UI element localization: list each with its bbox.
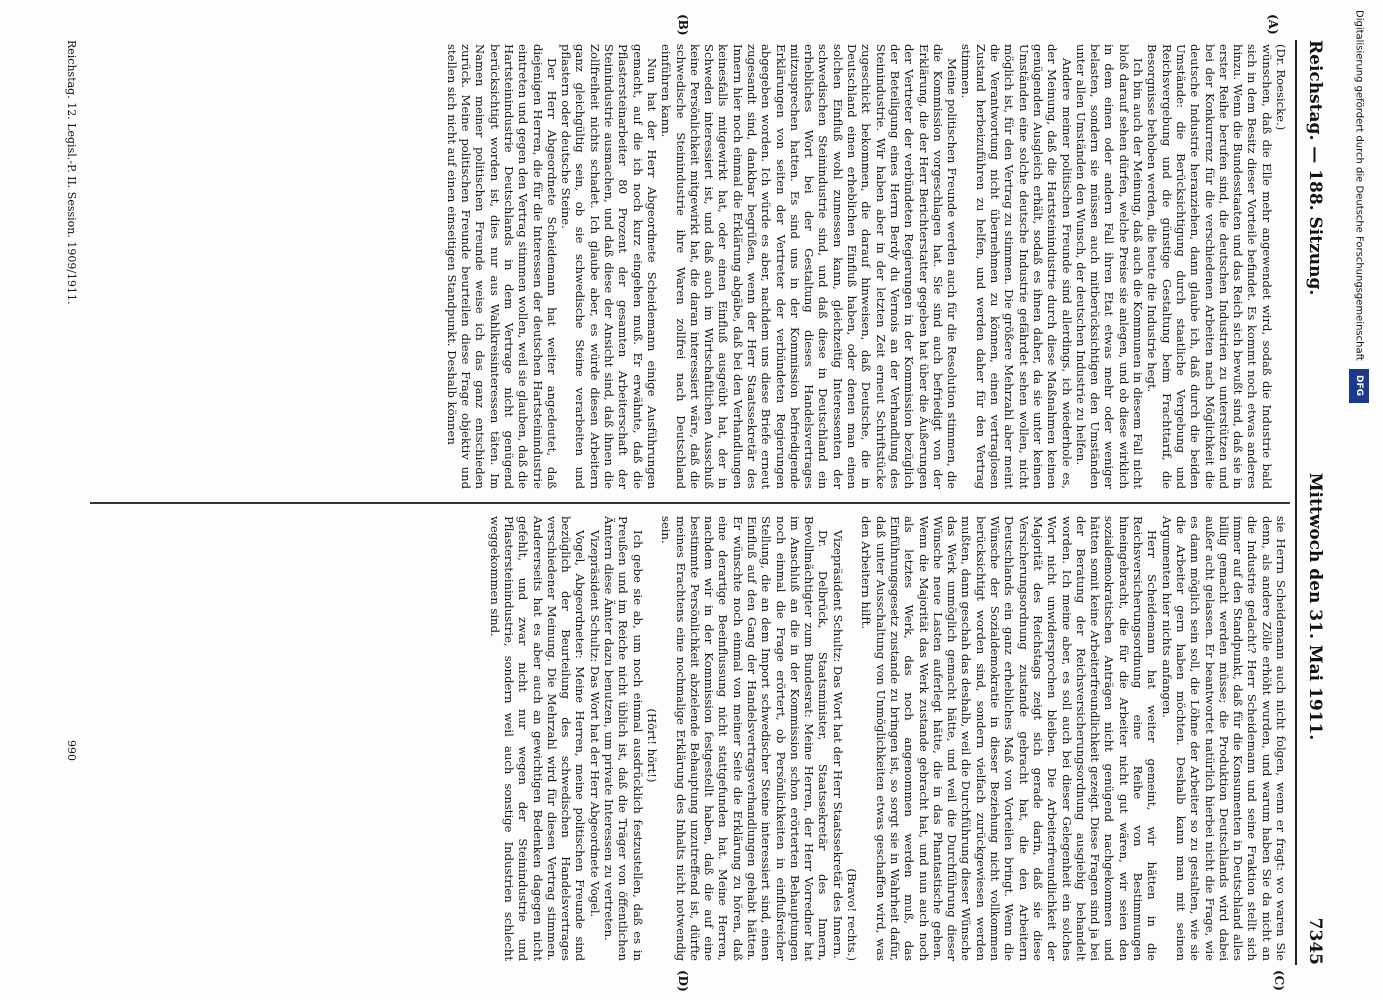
paragraph: Nun hat der Herr Abgeordnete Scheidemann einige Ausführungen gemacht, auf die ich noch kurz eingehen muß. Er erwähnte, daß die Pflastersteinarbeiter 80 Prozent der gesamten Arbeiterschaft der Steinindustrie ausmachen, und daß diese der Ansicht sind, daß ihnen die Zollfreiheit nichts schadet. Ich glaube aber, es würde diesen Arbeitern ganz gleichgültig sein, ob sie schwedische Steine verarbeiten und pflastern oder deutsche Steine.	[559, 44, 659, 489]
margin-marker-b: (B)	[676, 14, 690, 36]
paragraph: wünschen, daß die Elle mehr angewendet wird, sodaß die Industrie bald sich in dem Besitz dieser Vorteile befindet. Es kommt noch etwas anderes hinzu. Wenn die Bundesstaaten und das Reich sich bewußt sind, daß sie in erster Reihe berufen sind, die deutschen Industrien zu unterstützen und bei der Konkurrenz für die verschiedenen Arbeiten nach Möglichkeit die deutsche Industrie heranziehen, dann glaube ich, daß durch die beiden Umstände: die Berücksichtigung durch staatliche Vergebung und Reichsvergebung und die günstige Gestaltung beim Frachttarif, die Besorgnisse behoben werden, die heute die Industrie hegt.	[1145, 44, 1274, 489]
digitization-credit	[1347, 10, 1371, 990]
footer-page-number: 990	[65, 740, 78, 761]
paragraph: Vogel, Abgeordneter: Meine Herren, meine politischen Freunde sind bezüglich der Beurteilung des schwedischen Handelsvertrages verschiedener Meinung. Die Mehrzahl wird für diesen Vertrag stimmen. Andererseits hat es aber auch an gewichtigen Bedenken dagegen nicht gefehlt, und zwar nicht nur wegen der Steinindustrie und Pflastersteinindustrie, sondern weil auch sonstige Industrien schlecht weggekommen sind.	[487, 516, 588, 961]
speaker-call: Vizepräsident Schultz: Das Wort hat der Herr Staatssekretär des Innern.	[830, 530, 845, 959]
header-date: Mittwoch den 31. Mai 1911.	[1305, 472, 1325, 741]
column-divider	[90, 502, 1290, 504]
page-footer: Reichstag. 12. Legisl.-P. II. Session. 1909/1911.	[65, 40, 78, 305]
interjection: (Bravo! rechts.)	[845, 868, 860, 961]
page-header	[1300, 40, 1330, 965]
paragraph: sie Herrn Scheidemann auch nicht folgen, wenn er fragt: wo waren Sie denn, als andere Zölle erhöht wurden, und warum haben Sie da nicht an die Industrie gedacht? Herr Scheidemann und seine Fraktion stellt sich immer auf den Standpunkt, daß für die Konsumenten in Deutschland alles billig gemacht werden müsse; die Produktion Deutschlands wird dabei außer acht gelassen. Er beantwortet natürlich hierbei nicht die Frage, wie es dann möglich sein soll, die Löhne der Arbeiter so zu gestalten, wie sie die Arbeiter gern haben möchten. Deshalb kann man mit seinen Argumenten hier nichts anfangen.	[1159, 516, 1288, 961]
rotated-page-content	[40, 14, 1330, 992]
paragraph: Der Herr Abgeordnete Scheidemann hat weiter angedeutet, daß diejenigen Herren, die für die Interessen der deutschen Hartsteinindustrie eintreten und gegen den Vertrag stimmen wollen, weil sie glauben, daß die Hartsteinindustrie Deutschlands in dem Vertrage nicht genügend berücksichtigt worden ist, dies nur aus Wahlkreisinteressen täten. Im Namen meiner politischen Freunde weise ich das ganz entschieden zurück. Meine politischen Freunde beurteilen diese Frage objektiv und stellen sich nicht auf einen einseitigen Standpunkt. Deshalb können	[444, 44, 559, 489]
margin-marker-d: (D)	[676, 970, 690, 992]
paragraph: Meine politischen Freunde werden auch für die Resolution stimmen, die die Kommission vorgeschlagen hat. Sie sind auch befriedigt von der Erklärung, die der Herr Berichterstatter gegeben hat über die Äußerungen der Vertreter der verbündeten Regierungen in der Kommission bezüglich der Beteiligung eines Herrn Berdy du Vernois an der Verhandlung des Steinindustrie. Wir haben aber in der letzten Zeit erneut Schriftstücke zugeschickt bekommen, die darauf hinweisen, daß Deutsche, die in Deutschland einen erheblichen Einfluß haben, oder denen man einen solchen Einfluß wohl zumessen kann, gleichzeitig Interessenten der schwedischen Steinindustrie sind, und daß diese in Deutschland ein erhebliches Wort bei der Gestaltung dieses Handelsvertrages mitzusprechen hatten. Es sind uns in der Kommission befriedigende Erklärungen von seiten der Vertreter der verbündeten Regierungen abgegeben worden. Ich würde es aber, nachdem uns diese Briefe erneut zugesandt sind, dankbar begrüßen, wenn der Herr Staatssekretär des Innern hier noch einmal die Erklärung abgäbe, daß bei den Verhandlungen keinesfalls mitgewirkt hat, oder einen Einfluß ausgeübt hat, der in Schweden interessiert ist, und daß auch im Wirtschaftlichen Ausschuß keine Persönlichkeit mitgewirkt hat, die daran interessiert wäre, daß die schwedische Steinindustrie ihre Waren zollfrei nach Deutschland einführen kann.	[659, 44, 960, 489]
credit-text: Digitalisierung gefördert durch die Deutsche Forschungsgemeinschaft	[1353, 10, 1365, 361]
margin-marker-a: (A)	[1266, 14, 1280, 35]
dfg-logo: DFG	[1349, 369, 1369, 403]
header-session: Reichstag. — 188. Sitzung.	[1305, 40, 1325, 296]
header-rule	[1295, 40, 1297, 965]
speaker-continuation: (Dr. Roesicke.)	[1274, 44, 1288, 131]
paragraph: Ich gebe sie ab, um noch einmal ausdrücklich festzustellen, daß es in Preußen und im Reiche nicht üblich ist, daß die Träger von öffentlichen Ämtern diese Ämter dazu benutzen, um private Interessen zu vertreten.	[602, 516, 645, 961]
paragraph: Ich bin auch der Meinung, daß auch die Kommunen in diesem Fall nicht bloß darauf sehen dürfen, welche Preise sie anlegen, und ob diese wirklich in dem einen oder andern Fall ihren Etat etwas mehr oder weniger belasten, sondern sie müssen auch mitberücksichtigen den Umständen unter allen Umständen den Wunsch, der deutschen Industrie zu helfen.	[1073, 44, 1146, 489]
paragraph: Herr Scheidemann hat weiter gemeint, wir hätten in die Reichsversicherungsordnung eine Reihe von Bestimmungen hineingebracht, die für die Arbeiter nicht gut wären, wir seien den sozialdemokratischen Anträgen nicht genügend nachgekommen und hätten somit keine Arbeiterfreundlichkeit gezeigt. Diese Fragen sind ja bei der Beratung der Reichsversicherungsordnung ausgiebig behandelt worden. Ich meine aber, es soll auch bei dieser Gelegenheit ein solches Wort nicht unwidersprochen bleiben. Die Arbeiterfreundlichkeit der Majorität des Reichstags zeigt sich gerade darin, daß sie diese Versicherungsordnung zustande gebracht hat, die den Arbeitern Deutschlands ein ganz erhebliches Maß von Vorteilen bringt. Wenn die Wünsche der Sozialdemokratie in dieser Beziehung nicht vollkommen berücksichtigt worden sind, sondern vielfach zurückgewiesen werden mußten, dann geschah das deshalb, weil die Durchführung dieser Wünsche das Werk unmöglich gemacht hätte, und weil die Durchführung dieser Wünsche neue Lasten auferlegt hätte, die in das Phantastische gehen. Wenn die Majorität das Werk zustande gebracht hat, und nun auch noch als letztes Werk, das noch angenommen werden muß, das Einführungsgesetz zustande zu bringen ist, so sorgt sie in Wahrheit dafür, daß unter Ausschaltung von Unmöglichkeiten etwas geschaffen wird, was den Arbeitern hilft.	[859, 516, 1160, 961]
right-column	[487, 516, 1288, 961]
interjection: (Hört! hört!)	[644, 708, 659, 783]
paragraph: Andere meiner politischen Freunde sind allerdings, ich wiederhole es, der Meinung, daß die Hartsteinindustrie durch diese Maßnahmen keinen genügenden Ausgleich erhält, sodaß es ihnen daher, da sie unter keinen Umständen eine solche deutsche Industrie gefährdet sehen wollen, nicht möglich ist, für den Vertrag zu stimmen. Die größere Mehrzahl aber meint die Verantwortung nicht übernehmen zu können, einen vertraglosen Zustand herbeizuführen zu helfen, und werden daher für den Vertrag stimmen.	[959, 44, 1074, 489]
margin-marker-c: (C)	[1272, 970, 1286, 991]
paragraph: Dr. Delbrück, Staatsminister, Staatssekretär des Innern, Bevollmächtigter zum Bundesrat: Meine Herren, der Herr Vorredner hat im Anschluß an die in der Kommission schon erörterten Behauptungen noch einmal die Frage erörtert, ob Persönlichkeiten in einflußreicher Stellung, die an dem Import schwedischer Steine interessiert sind, einen Einfluß auf den Gang der Handelsvertragsverhandlungen gehabt hätten. Er wünschte noch einmal von meiner Seite die Erklärung zu hören, daß eine derartige Beeinflussung nicht stattgefunden hat. Meine Herren, nachdem wir in der Kommission festgestellt haben, daß die auf eine bestimmte Persönlichkeit abzielende Behauptung unzutreffend ist, dürfte meines Erachtens eine nochmalige Erklärung des Inhalts nicht notwendig sein.	[659, 516, 831, 961]
left-column	[444, 44, 1288, 489]
speaker-call: Vizepräsident Schultz: Das Wort hat der Herr Abgeordnete Vogel.	[587, 530, 602, 918]
header-page-number: 7345	[1305, 917, 1325, 965]
